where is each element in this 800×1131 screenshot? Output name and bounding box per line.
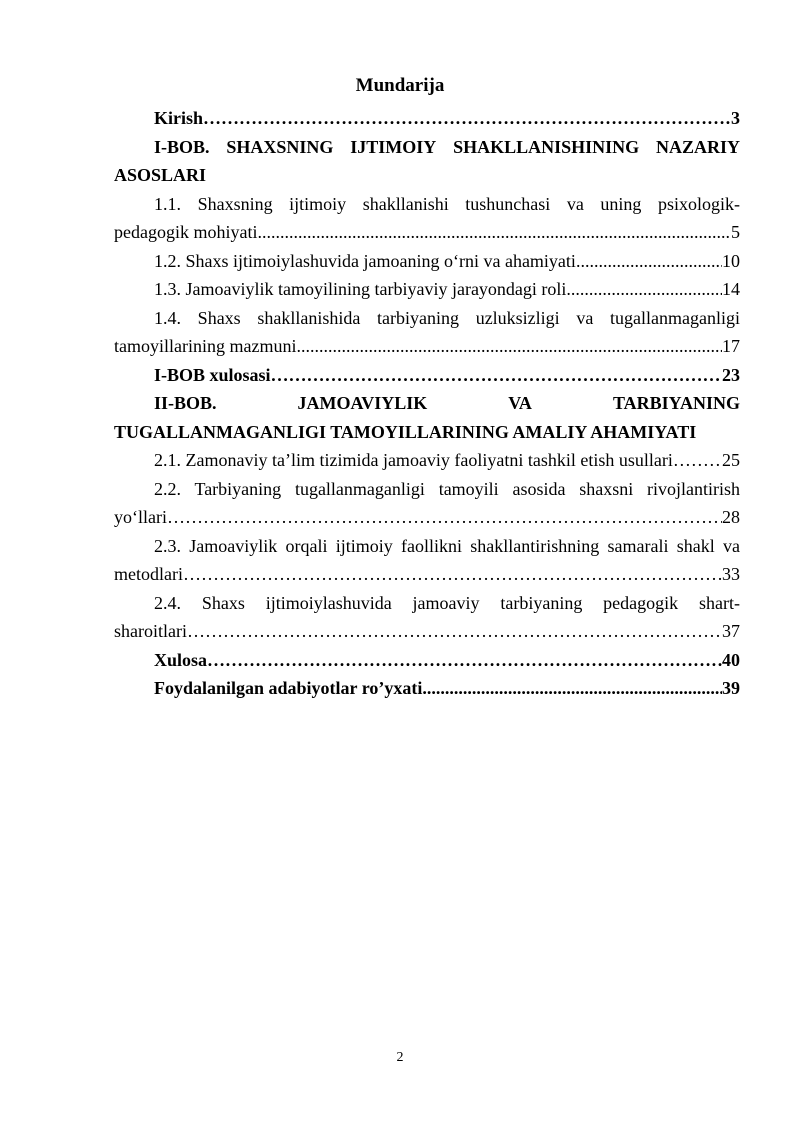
dot-leader xyxy=(167,503,722,532)
toc-entry-label: 1.3. Jamoaviylik tamoyilining tarbiyaviy jarayondagi roli xyxy=(154,279,567,299)
heading-word: SHAXSNING xyxy=(226,136,334,157)
table-of-contents xyxy=(114,104,740,703)
toc-entry-label: I-BOB xulosasi xyxy=(154,364,271,385)
dot-leader xyxy=(207,646,722,675)
toc-entry-1-2[interactable] xyxy=(114,247,740,276)
toc-entry-kirish[interactable] xyxy=(114,104,740,133)
chapter-2-heading-cont xyxy=(114,418,740,447)
toc-page-number: 37 xyxy=(722,621,740,641)
toc-entry-1-4[interactable] xyxy=(114,304,740,361)
heading-word: TARBIYANING xyxy=(612,393,740,413)
dot-leader xyxy=(271,361,722,390)
toc-title: Mundarija xyxy=(355,75,445,96)
chapter-2-heading[interactable] xyxy=(114,389,740,418)
toc-entry-label: 2.1. Zamonaviy ta’lim tizimida jamoaviy faoliyatni tashkil etish usullari xyxy=(154,450,673,470)
toc-entry-line: 2.4. Shaxs ijtimoiylashuvida jamoaviy tarbiyaning pedagogik shart- xyxy=(154,592,740,613)
toc-page-number: 40 xyxy=(722,649,740,670)
dot-leader xyxy=(422,674,722,703)
toc-page-number: 10 xyxy=(722,250,740,271)
toc-page-number: 23 xyxy=(722,364,740,385)
dot-leader xyxy=(257,218,731,247)
toc-entry-2-1[interactable] xyxy=(114,446,740,475)
dot-leader xyxy=(673,446,722,475)
toc-entry-label: Xulosa xyxy=(154,649,208,670)
chapter-1-heading-cont xyxy=(114,161,740,190)
toc-page-number: 14 xyxy=(722,279,740,299)
dot-leader xyxy=(203,104,731,133)
toc-entry-1-1[interactable] xyxy=(114,190,740,247)
dot-leader xyxy=(187,617,722,646)
toc-entry-xulosa[interactable] xyxy=(114,646,740,675)
heading-word: SHAKLLANISHINING xyxy=(453,136,640,157)
toc-entry-chapter-1-summary[interactable] xyxy=(114,361,740,390)
toc-page-number: 17 xyxy=(722,336,740,356)
heading-word: I-BOB. xyxy=(154,136,210,157)
toc-entry-label: yo‘llari xyxy=(114,507,167,527)
dot-leader xyxy=(576,247,722,276)
toc-entry-label: Kirish xyxy=(154,108,204,128)
toc-page-number: 25 xyxy=(722,450,740,470)
toc-page-number: 28 xyxy=(722,507,740,527)
toc-entry-label: sharoitlari xyxy=(114,621,187,641)
toc-entry-line: 1.4. Shaxs shakllanishida tarbiyaning uzluksizligi va tugallanmaganligi xyxy=(154,307,740,328)
heading-word: NAZARIY xyxy=(655,136,740,157)
toc-entry-2-3[interactable] xyxy=(114,532,740,589)
toc-page-number: 5 xyxy=(731,222,740,242)
toc-entry-line: 2.3. Jamoaviylik orqali ijtimoiy faollikni shakllantirishning samarali shakl va xyxy=(154,535,740,556)
toc-entry-label: pedagogik mohiyati xyxy=(114,222,258,242)
toc-entry-line: 2.2. Tarbiyaning tugallanmaganligi tamoyili asosida shaxsni rivojlantirish xyxy=(154,478,740,499)
page-number: 2 xyxy=(396,1050,404,1065)
toc-entry-1-3[interactable] xyxy=(114,275,740,304)
toc-page-number: 39 xyxy=(722,678,740,698)
toc-entry-bibliography[interactable] xyxy=(114,674,740,703)
toc-page-number: 3 xyxy=(731,108,740,128)
toc-entry-label: Foydalanilgan adabiyotlar ro’yxati xyxy=(154,678,423,698)
dot-leader xyxy=(183,560,722,589)
toc-entry-line: 1.1. Shaxsning ijtimoiy shakllanishi tushunchasi va uning psixologik- xyxy=(154,193,740,214)
toc-entry-label: tamoyillarining mazmuni xyxy=(114,336,297,356)
chapter-1-heading[interactable] xyxy=(114,133,740,162)
toc-entry-2-2[interactable] xyxy=(114,475,740,532)
dot-leader xyxy=(296,332,722,361)
heading-word: JAMOAVIYLIK xyxy=(297,393,428,413)
toc-page-number: 33 xyxy=(722,564,740,584)
dot-leader xyxy=(566,275,722,304)
heading-text: TUGALLANMAGANLIGI TAMOYILLARINING AMALIY AHAMIYATI xyxy=(114,421,697,442)
toc-entry-label: 1.2. Shaxs ijtimoiylashuvida jamoaning o‘rni va ahamiyati xyxy=(154,250,576,271)
heading-word: IJTIMOIY xyxy=(350,136,437,157)
heading-word: VA xyxy=(508,393,532,413)
toc-entry-2-4[interactable] xyxy=(114,589,740,646)
heading-text: ASOSLARI xyxy=(114,165,207,185)
toc-entry-label: metodlari xyxy=(114,564,183,584)
heading-word: II-BOB. xyxy=(154,393,217,413)
